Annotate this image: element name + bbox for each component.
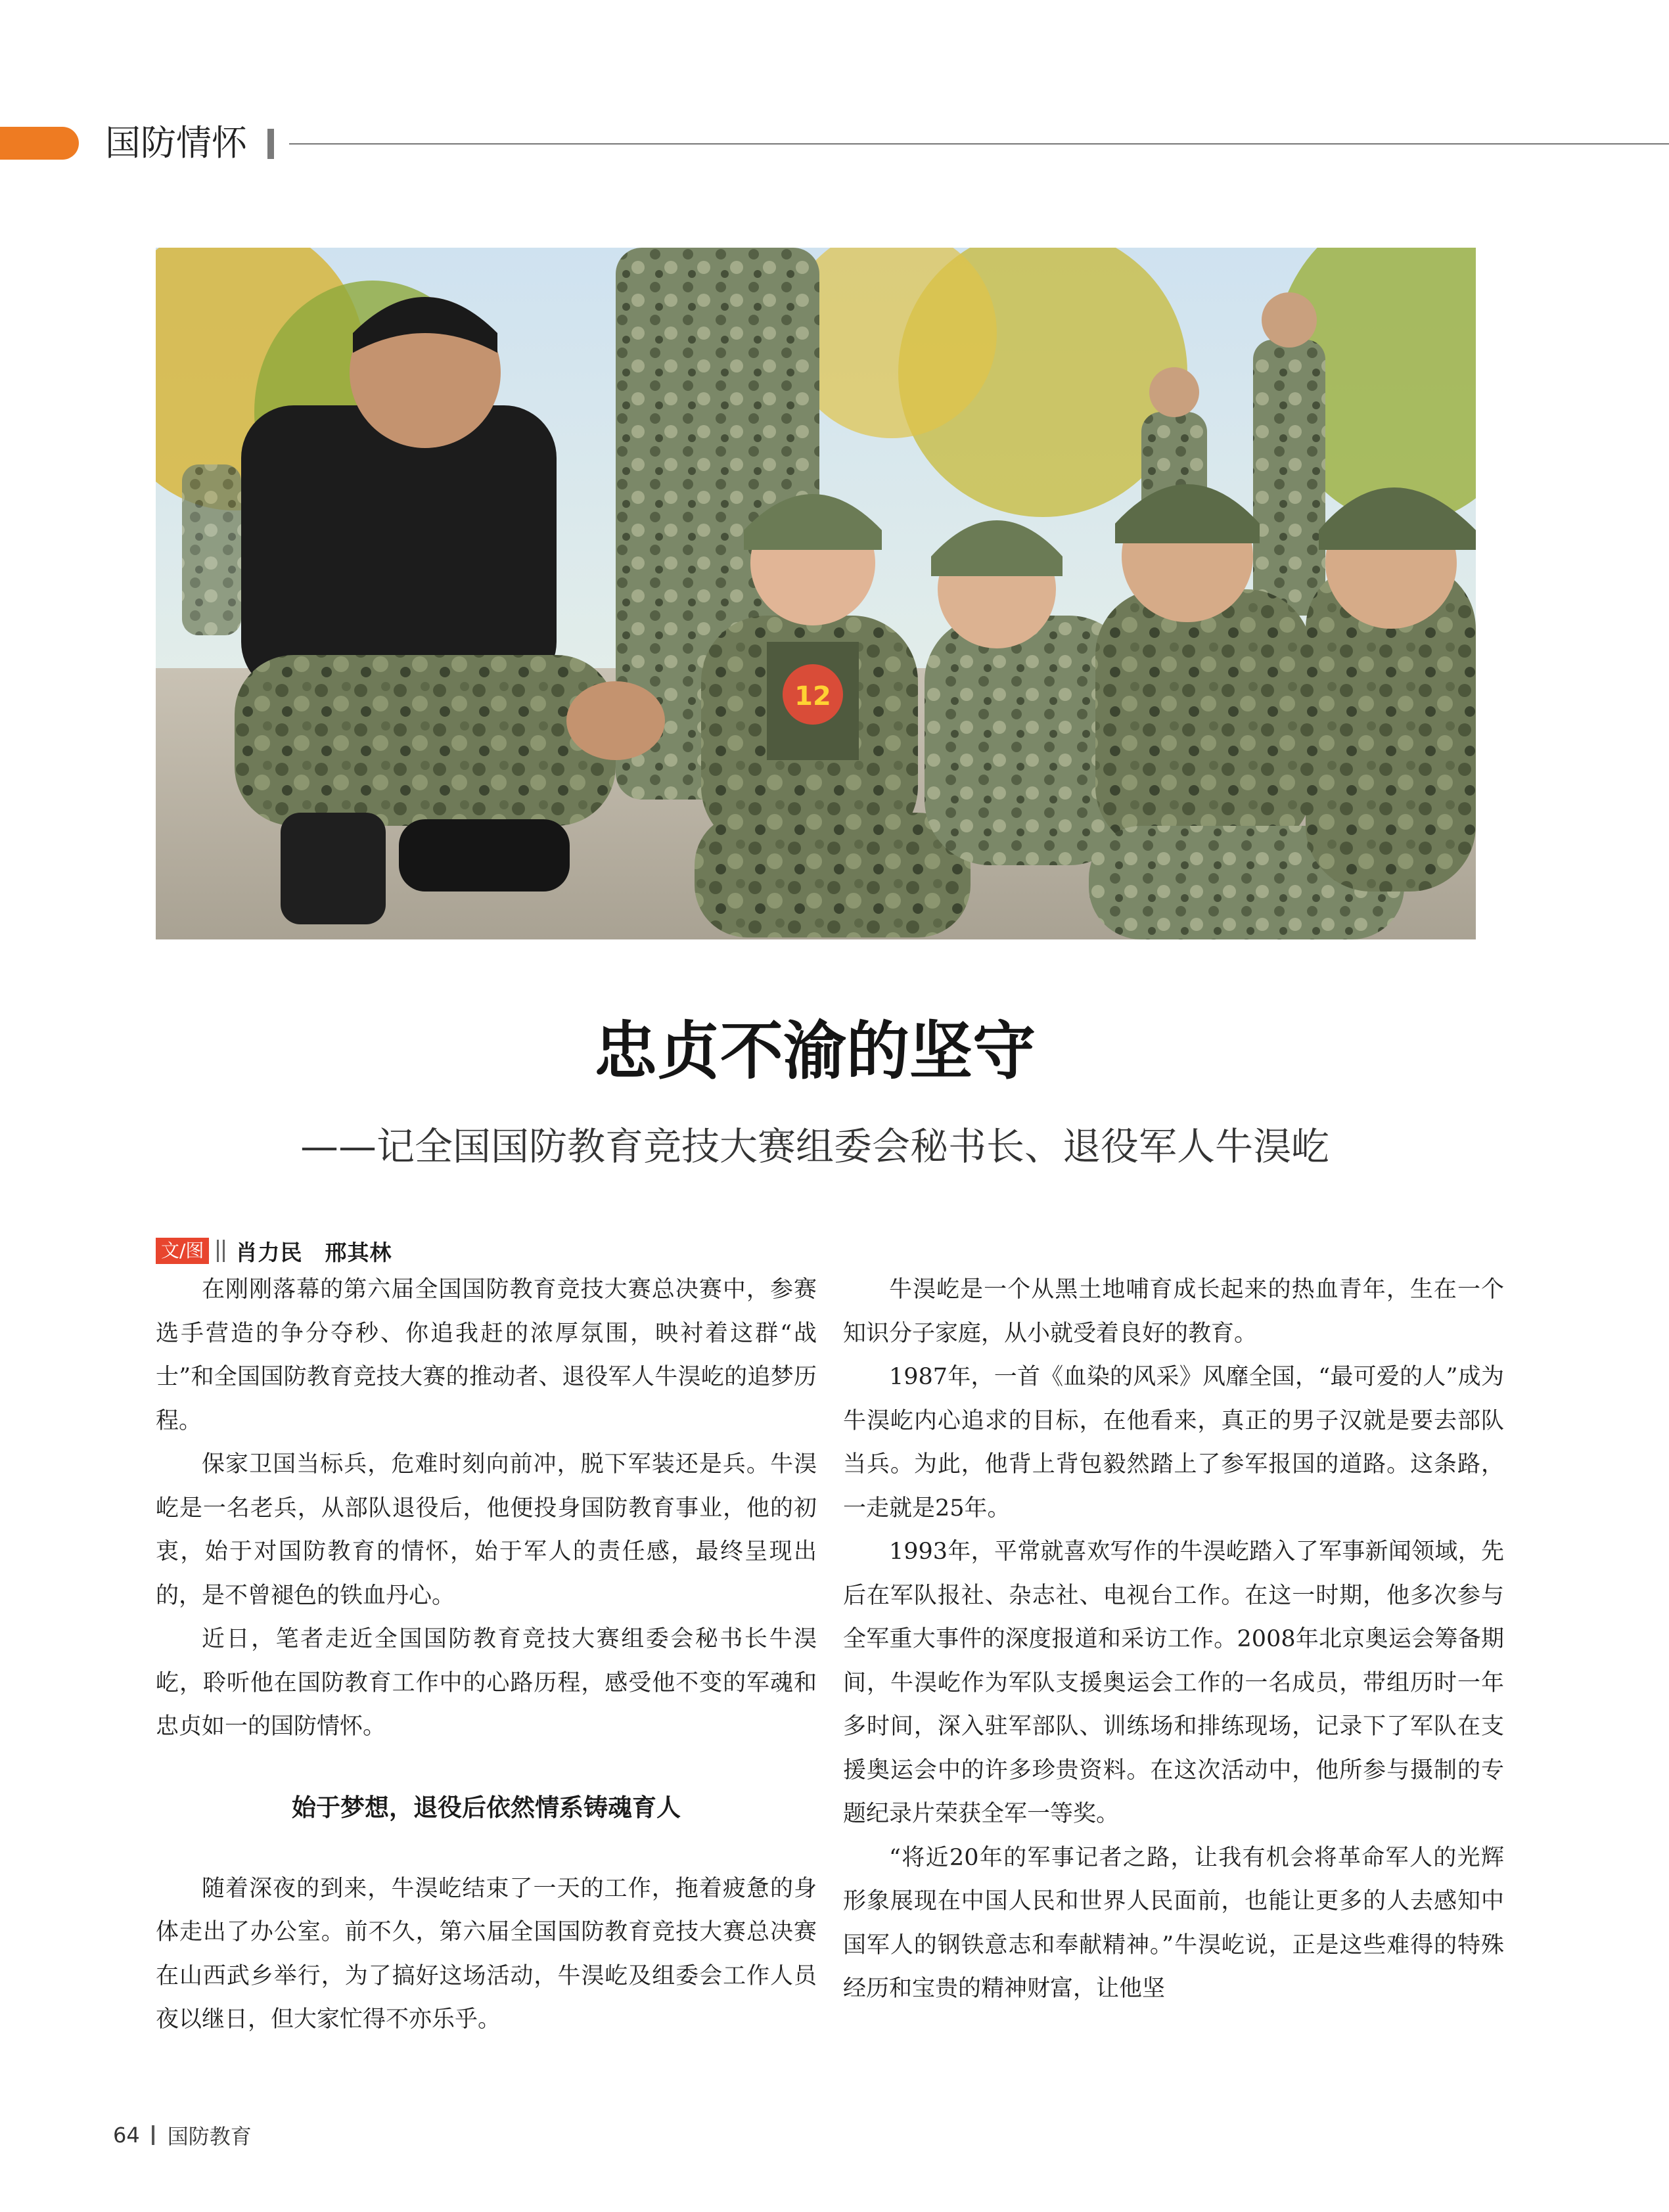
section-accent-pill [0,127,79,160]
left-column [156,1268,817,2042]
byline-authors: 肖力民 邢其林 [235,1239,392,1265]
section-divider-bar [267,129,274,159]
footer-divider [152,2125,154,2145]
article-subtitle: ——记全国国防教育竞技大赛组委会秘书长、退役军人牛淏屹 [300,1124,1329,1169]
paragraph: “将近20年的军事记者之路，让我有机会将革命军人的光辉形象展现在中国人民和世界人民面前，也能让更多的人去感知中国军人的钢铁意志和奉献精神。”牛淏屹说，正是这些难得的特殊经历和宝贵的精神财富，让他坚 [843,1844,1504,2002]
paragraph: 1987年，一首《血染的风采》风靡全国，“最可爱的人”成为牛淏屹内心追求的目标，在他看来，真正的男子汉就是要去部队当兵。为此，他背上背包毅然踏上了参军报国的道路。这条路，一走就是25年。 [843,1364,1504,1522]
byline [156,1235,392,1267]
paragraph: 近日，笔者走近全国国防教育竞技大赛组委会秘书长牛淏屹，聆听他在国防教育工作中的心路历程，感受他不变的军魂和忠贞如一的国防情怀。 [156,1626,817,1740]
byline-tag: 文/图 [156,1238,209,1264]
section-title: 国防情怀 [105,122,247,164]
article-title: 忠贞不渝的坚守 [594,1014,1036,1088]
magazine-name: 国防教育 [167,2124,252,2149]
right-column [843,1268,1504,2011]
byline-divider [217,1240,225,1262]
photo-illustration [156,248,1476,939]
paragraph: 在刚刚落幕的第六届全国国防教育竞技大赛总决赛中，参赛选手营造的争分夺秒、你追我赶的浓厚氛围，映衬着这群“战士”和全国国防教育竞技大赛的推动者、退役军人牛淏屹的追梦历程。 [156,1276,817,1434]
section-heading: 始于梦想，退役后依然情系铸魂育人 [292,1793,681,1822]
paragraph: 随着深夜的到来，牛淏屹结束了一天的工作，拖着疲惫的身体走出了办公室。前不久，第六届全国国防教育竞技大赛总决赛在山西武乡举行，为了搞好这场活动，牛淏屹及组委会工作人员夜以继日，但大家忙得不亦乐乎。 [156,1875,817,2033]
header-rule [289,143,1669,145]
jersey-number: 12 [794,681,831,711]
page-number: 64 [113,2123,140,2148]
page-footer [113,2119,252,2152]
paragraph: 牛淏屹是一个从黑土地哺育成长起来的热血青年，生在一个知识分子家庭，从小就受着良好的教育。 [843,1276,1504,1347]
paragraph: 1993年，平常就喜欢写作的牛淏屹踏入了军事新闻领域，先后在军队报社、杂志社、电视台工作。在这一时期，他多次参与全军重大事件的深度报道和采访工作。2008年北京奥运会筹备期间，牛淏屹作为军队支援奥运会工作的一名成员，带组历时一年多时间，深入驻军部队、训练场和排练现场，记录下了军队在支援奥运会中的许多珍贵资料。在这次活动中，他所参与摄制的专题纪录片荣获全军一等奖。 [843,1539,1504,1827]
article-photo [156,248,1476,939]
paragraph: 保家卫国当标兵，危难时刻向前冲，脱下军装还是兵。牛淏屹是一名老兵，从部队退役后，他便投身国防教育事业，他的初衷，始于对国防教育的情怀，始于军人的责任感，最终呈现出的，是不曾褪色的铁血丹心。 [156,1451,817,1609]
